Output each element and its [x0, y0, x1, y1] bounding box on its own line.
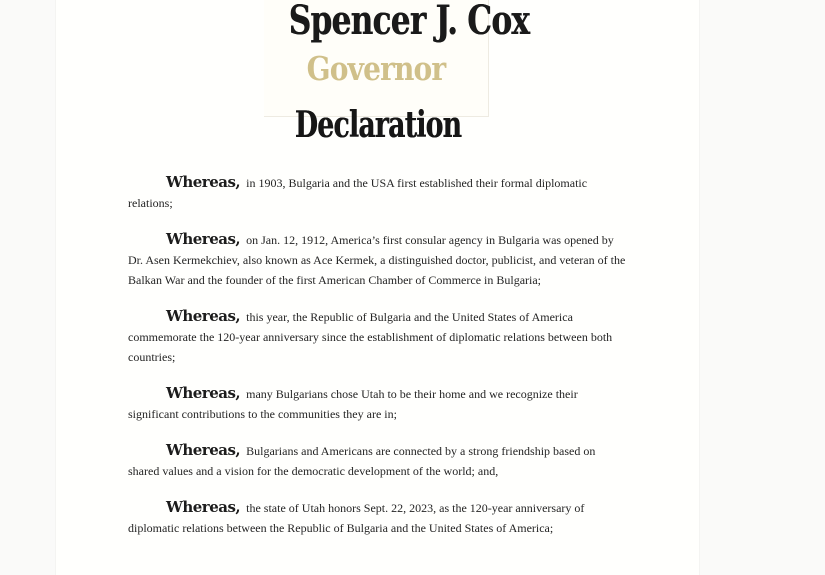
- clause-text: this year, the Republic of Bulgaria and the United States of America commemorate the 120-year anniversary since the establishment of diplomatic relations between both countries;: [128, 310, 613, 364]
- whereas-lead: Whereas,: [166, 173, 241, 191]
- governor-title: Governor: [306, 49, 446, 88]
- whereas-lead: Whereas,: [166, 384, 241, 402]
- whereas-clause-4: [128, 383, 628, 424]
- document-body: [128, 172, 628, 554]
- whereas-clause-2: [128, 229, 628, 290]
- whereas-lead: Whereas,: [166, 230, 241, 248]
- clause-text: Bulgarians and Americans are connected by a strong friendship based on shared values and a vision for the democratic development of the world; and,: [128, 444, 596, 478]
- document-title: Declaration: [294, 104, 462, 146]
- clause-text: many Bulgarians chose Utah to be their home and we recognize their significant contributions to the communities they are in;: [128, 387, 578, 421]
- whereas-clause-5: [128, 440, 628, 481]
- whereas-lead: Whereas,: [166, 441, 241, 459]
- letterhead: [264, 0, 530, 117]
- whereas-lead: Whereas,: [166, 498, 241, 516]
- clause-text: in 1903, Bulgaria and the USA first established their formal diplomatic relations;: [128, 176, 588, 210]
- clause-text: on Jan. 12, 1912, America’s first consular agency in Bulgaria was opened by Dr. Asen Kermekchiev, also known as Ace Kermek, a distinguished doctor, publicist, and veteran of the Balkan War and the founder of the first American Chamber of Commerce in Bulgaria;: [128, 233, 626, 287]
- whereas-clause-6: [128, 497, 628, 538]
- whereas-clause-1: [128, 172, 628, 213]
- clause-text: the state of Utah honors Sept. 22, 2023, as the 120-year anniversary of diplomatic relations between the Republic of Bulgaria and the United States of America;: [128, 501, 585, 535]
- whereas-lead: Whereas,: [166, 307, 241, 325]
- governor-name: Spencer J. Cox: [288, 0, 530, 44]
- whereas-clause-3: [128, 306, 628, 367]
- document-page: [55, 0, 700, 575]
